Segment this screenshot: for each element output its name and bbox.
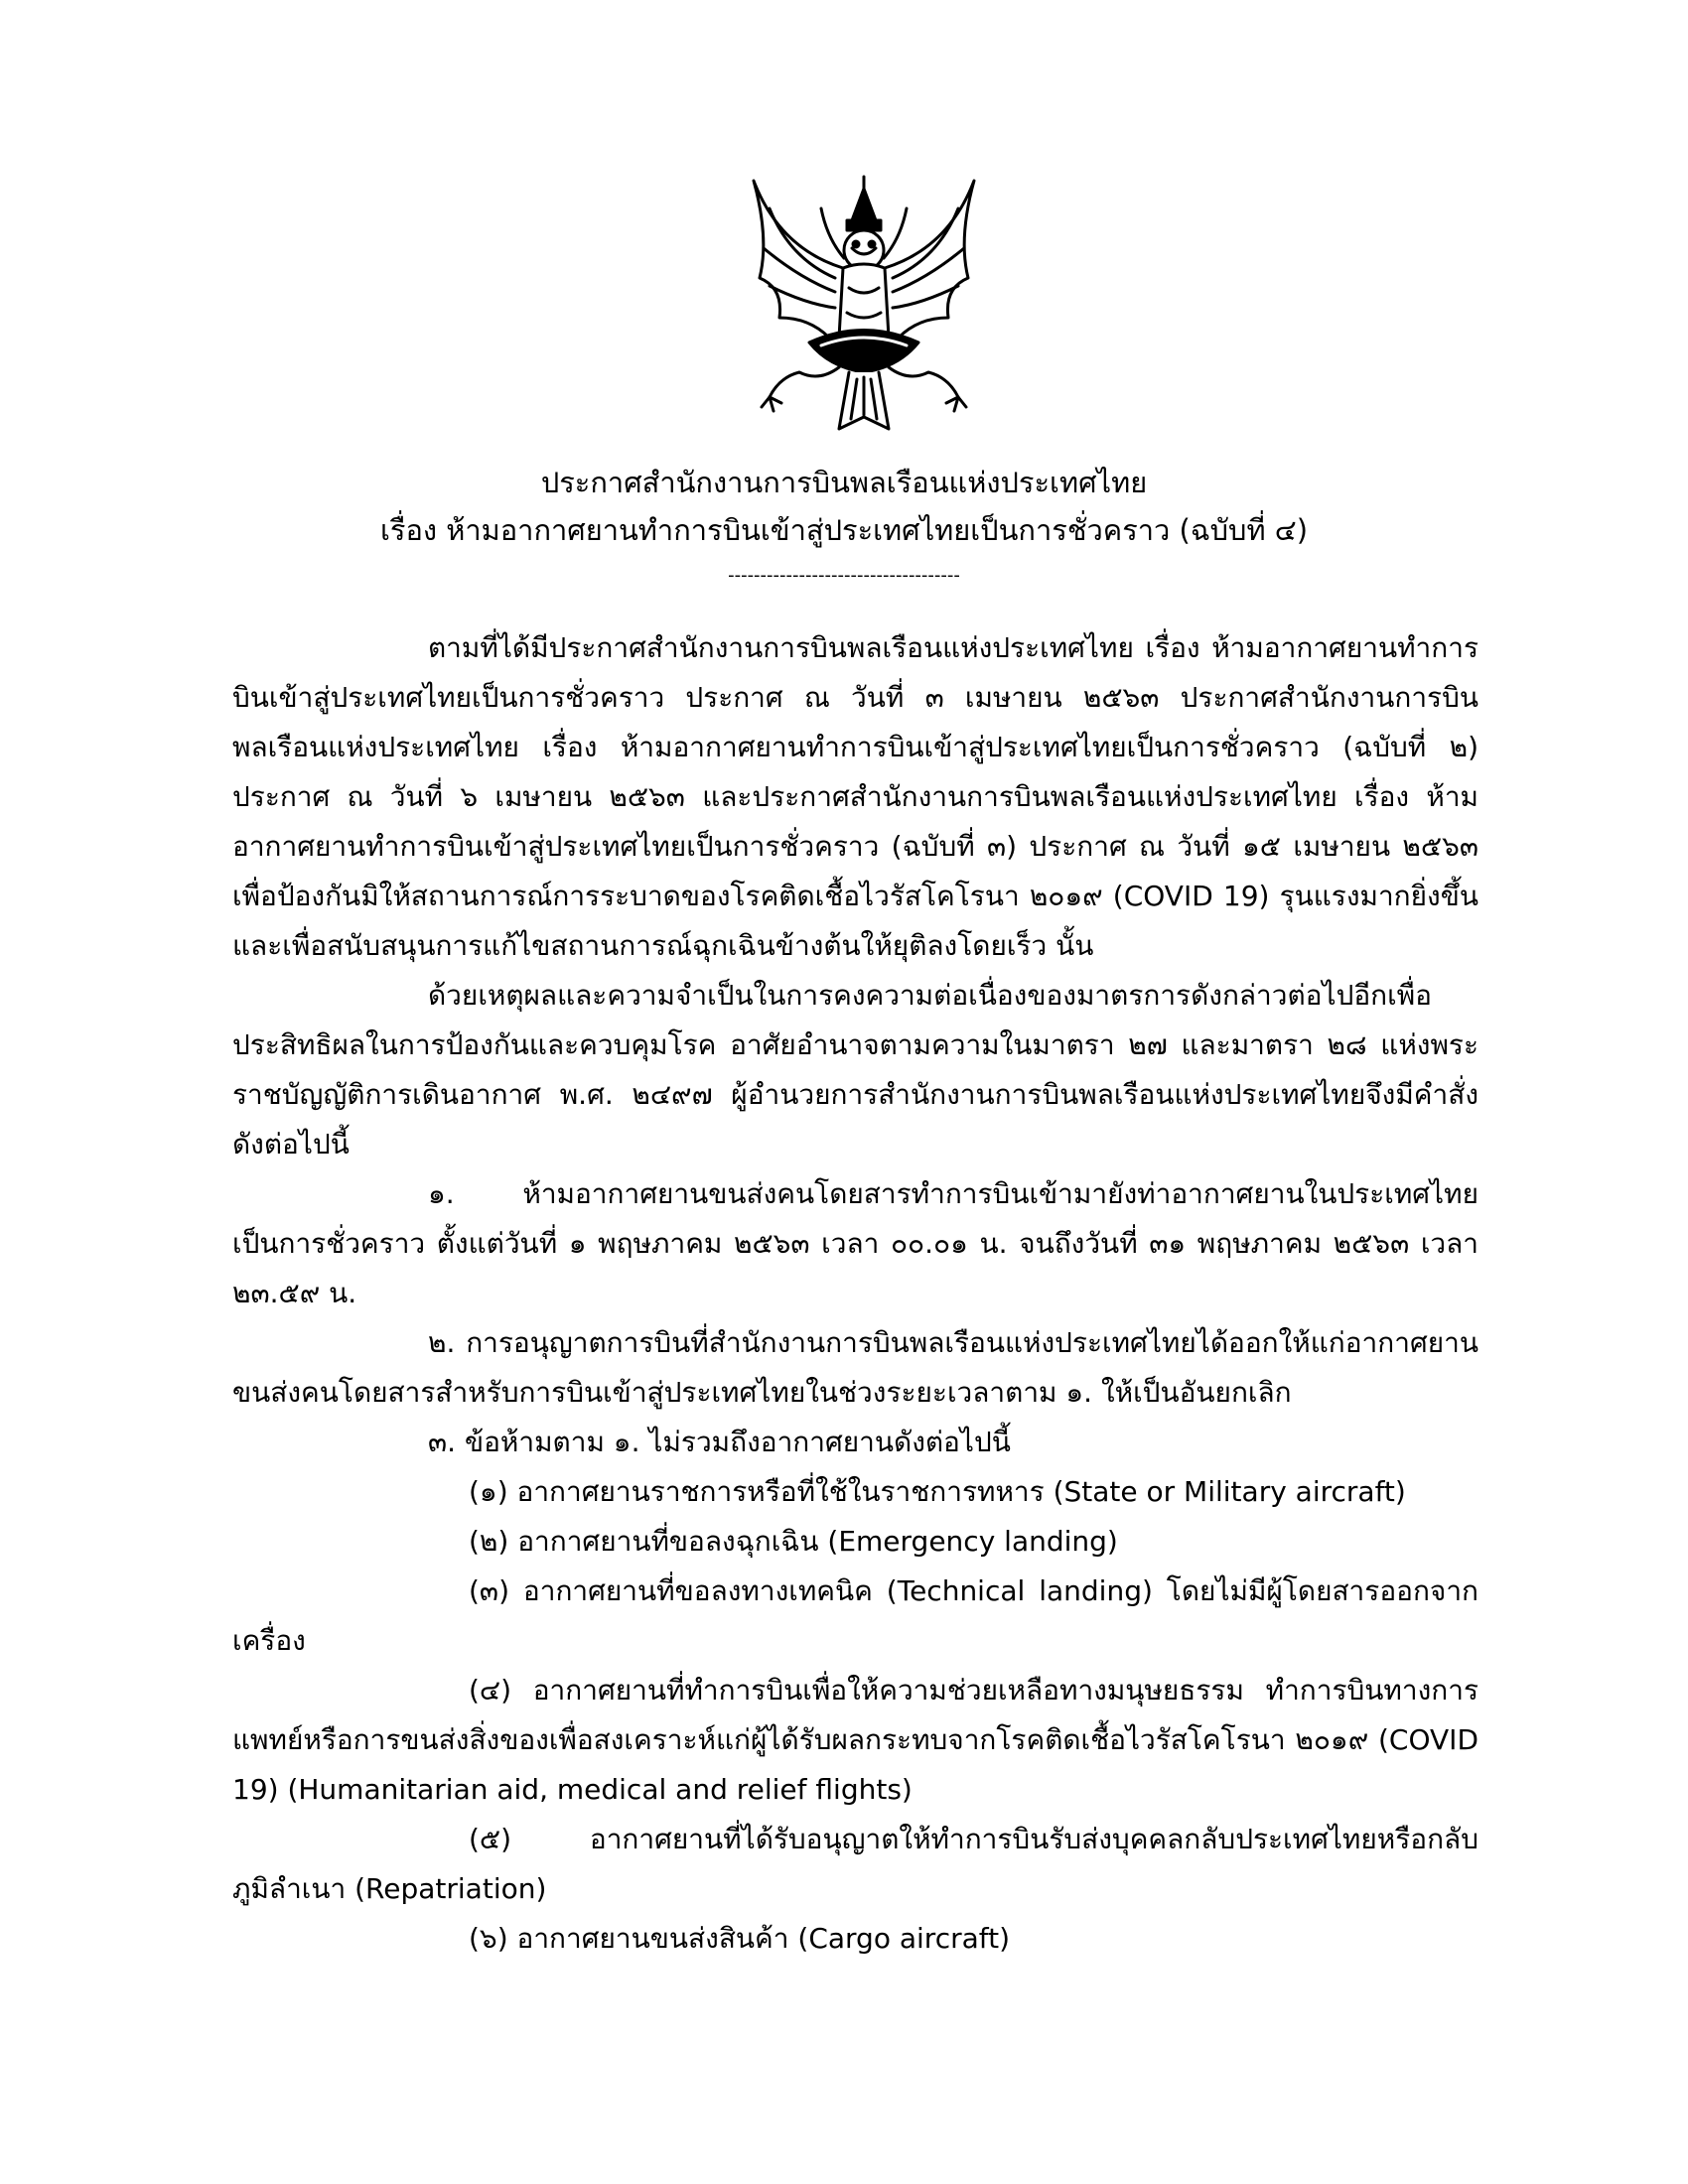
exception-item: (๖) อากาศยานขนส่งสินค้า (Cargo aircraft) xyxy=(469,1922,1011,1955)
paragraph-background: ตามที่ได้มีประกาศสำนักงานการบินพลเรือนแห่งประเทศไทย เรื่อง ห้ามอากาศยานทำการบินเข้าสู่ประเทศไทยเป็นการชั่วคราว ประกาศ ณ วันที่ ๓ เมษายน ๒๕๖๓ ประกาศสำนักงานการบินพลเรือนแห่งประเทศไทย เรื่อง ห้ามอากาศยานทำการบินเข้าสู่ประเทศไทยเป็นการชั่วคราว (ฉบับที่ ๒) ประกาศ ณ วันที่ ๖ เมษายน ๒๕๖๓ และประกาศสำนักงานการบินพลเรือนแห่งประเทศไทย เรื่อง ห้ามอากาศยานทำการบินเข้าสู่ประเทศไทยเป็นการชั่วคราว (ฉบับที่ ๓) ประกาศ ณ วันที่ ๑๕ เมษายน ๒๕๖๓ เพื่อป้องกันมิให้สถานการณ์การระบาดของโรคติดเชื้อไวรัสโคโรนา ๒๐๑๙ (COVID 19) รุนแรงมากยิ่งขึ้น และเพื่อสนับสนุนการแก้ไขสถานการณ์ฉุกเฉินข้างต้นให้ยุติลงโดยเร็ว นั้น xyxy=(232,631,1478,962)
exception-item: (๕) อากาศยานที่ได้รับอนุญาตให้ทำการบินรับส่งบุคคลกลับประเทศไทยหรือกลับภูมิลำเนา (Repatriation) xyxy=(232,1823,1478,1905)
announcement-title: ประกาศสำนักงานการบินพลเรือนแห่งประเทศไทย xyxy=(540,466,1148,499)
exception-item: (๔) อากาศยานที่ทำการบินเพื่อให้ความช่วยเหลือทางมนุษยธรรม ทำการบินทางการแพทย์หรือการขนส่งสิ่งของเพื่อสงเคราะห์แก่ผู้ได้รับผลกระทบจากโรคติดเชื้อไวรัสโคโรนา ๒๐๑๙ (COVID 19) (Humanitarian aid, medical and relief flights) xyxy=(232,1674,1478,1806)
exception-item: (๒) อากาศยานที่ขอลงฉุกเฉิน (Emergency landing) xyxy=(469,1525,1118,1558)
exception-item: (๓) อากาศยานที่ขอลงทางเทคนิค (Technical landing) โดยไม่มีผู้โดยสารออกจากเครื่อง xyxy=(232,1574,1478,1657)
paragraph-authority: ด้วยเหตุผลและความจำเป็นในการคงความต่อเนื่องของมาตรการดังกล่าวต่อไปอีกเพื่อประสิทธิผลในการป้องกันและควบคุมโรค อาศัยอำนาจตามความในมาตรา ๒๗ และมาตรา ๒๘ แห่งพระราชบัญญัติการเดินอากาศ พ.ศ. ๒๔๙๗ ผู้อำนวยการสำนักงานการบินพลเรือนแห่งประเทศไทยจึงมีคำสั่งดังต่อไปนี้ xyxy=(232,979,1478,1160)
announcement-body xyxy=(232,623,1478,1964)
clause-3: ๓. ข้อห้ามตาม ๑. ไม่รวมถึงอากาศยานดังต่อไปนี้ xyxy=(428,1426,1011,1458)
announcement-subject: เรื่อง ห้ามอากาศยานทำการบินเข้าสู่ประเทศไทยเป็นการชั่วคราว (ฉบับที่ ๔) xyxy=(379,513,1309,547)
clause-1: ๑. ห้ามอากาศยานขนส่งคนโดยสารทำการบินเข้ามายังท่าอากาศยานในประเทศไทยเป็นการชั่วคราว ตั้งแต่วันที่ ๑ พฤษภาคม ๒๕๖๓ เวลา ๐๐.๐๑ น. จนถึงวันที่ ๓๑ พฤษภาคม ๒๕๖๓ เวลา ๒๓.๕๙ น. xyxy=(232,1177,1478,1309)
clause-2: ๒. การอนุญาตการบินที่สำนักงานการบินพลเรือนแห่งประเทศไทยได้ออกให้แก่อากาศยานขนส่งคนโดยสารสำหรับการบินเข้าสู่ประเทศไทยในช่วงระยะเวลาตาม ๑. ให้เป็นอันยกเลิก xyxy=(232,1326,1478,1409)
garuda-emblem-icon xyxy=(740,169,988,447)
exception-item: (๑) อากาศยานราชการหรือที่ใช้ในราชการทหาร (State or Military aircraft) xyxy=(469,1475,1406,1508)
title-divider: ------------------------------------ xyxy=(728,565,960,586)
